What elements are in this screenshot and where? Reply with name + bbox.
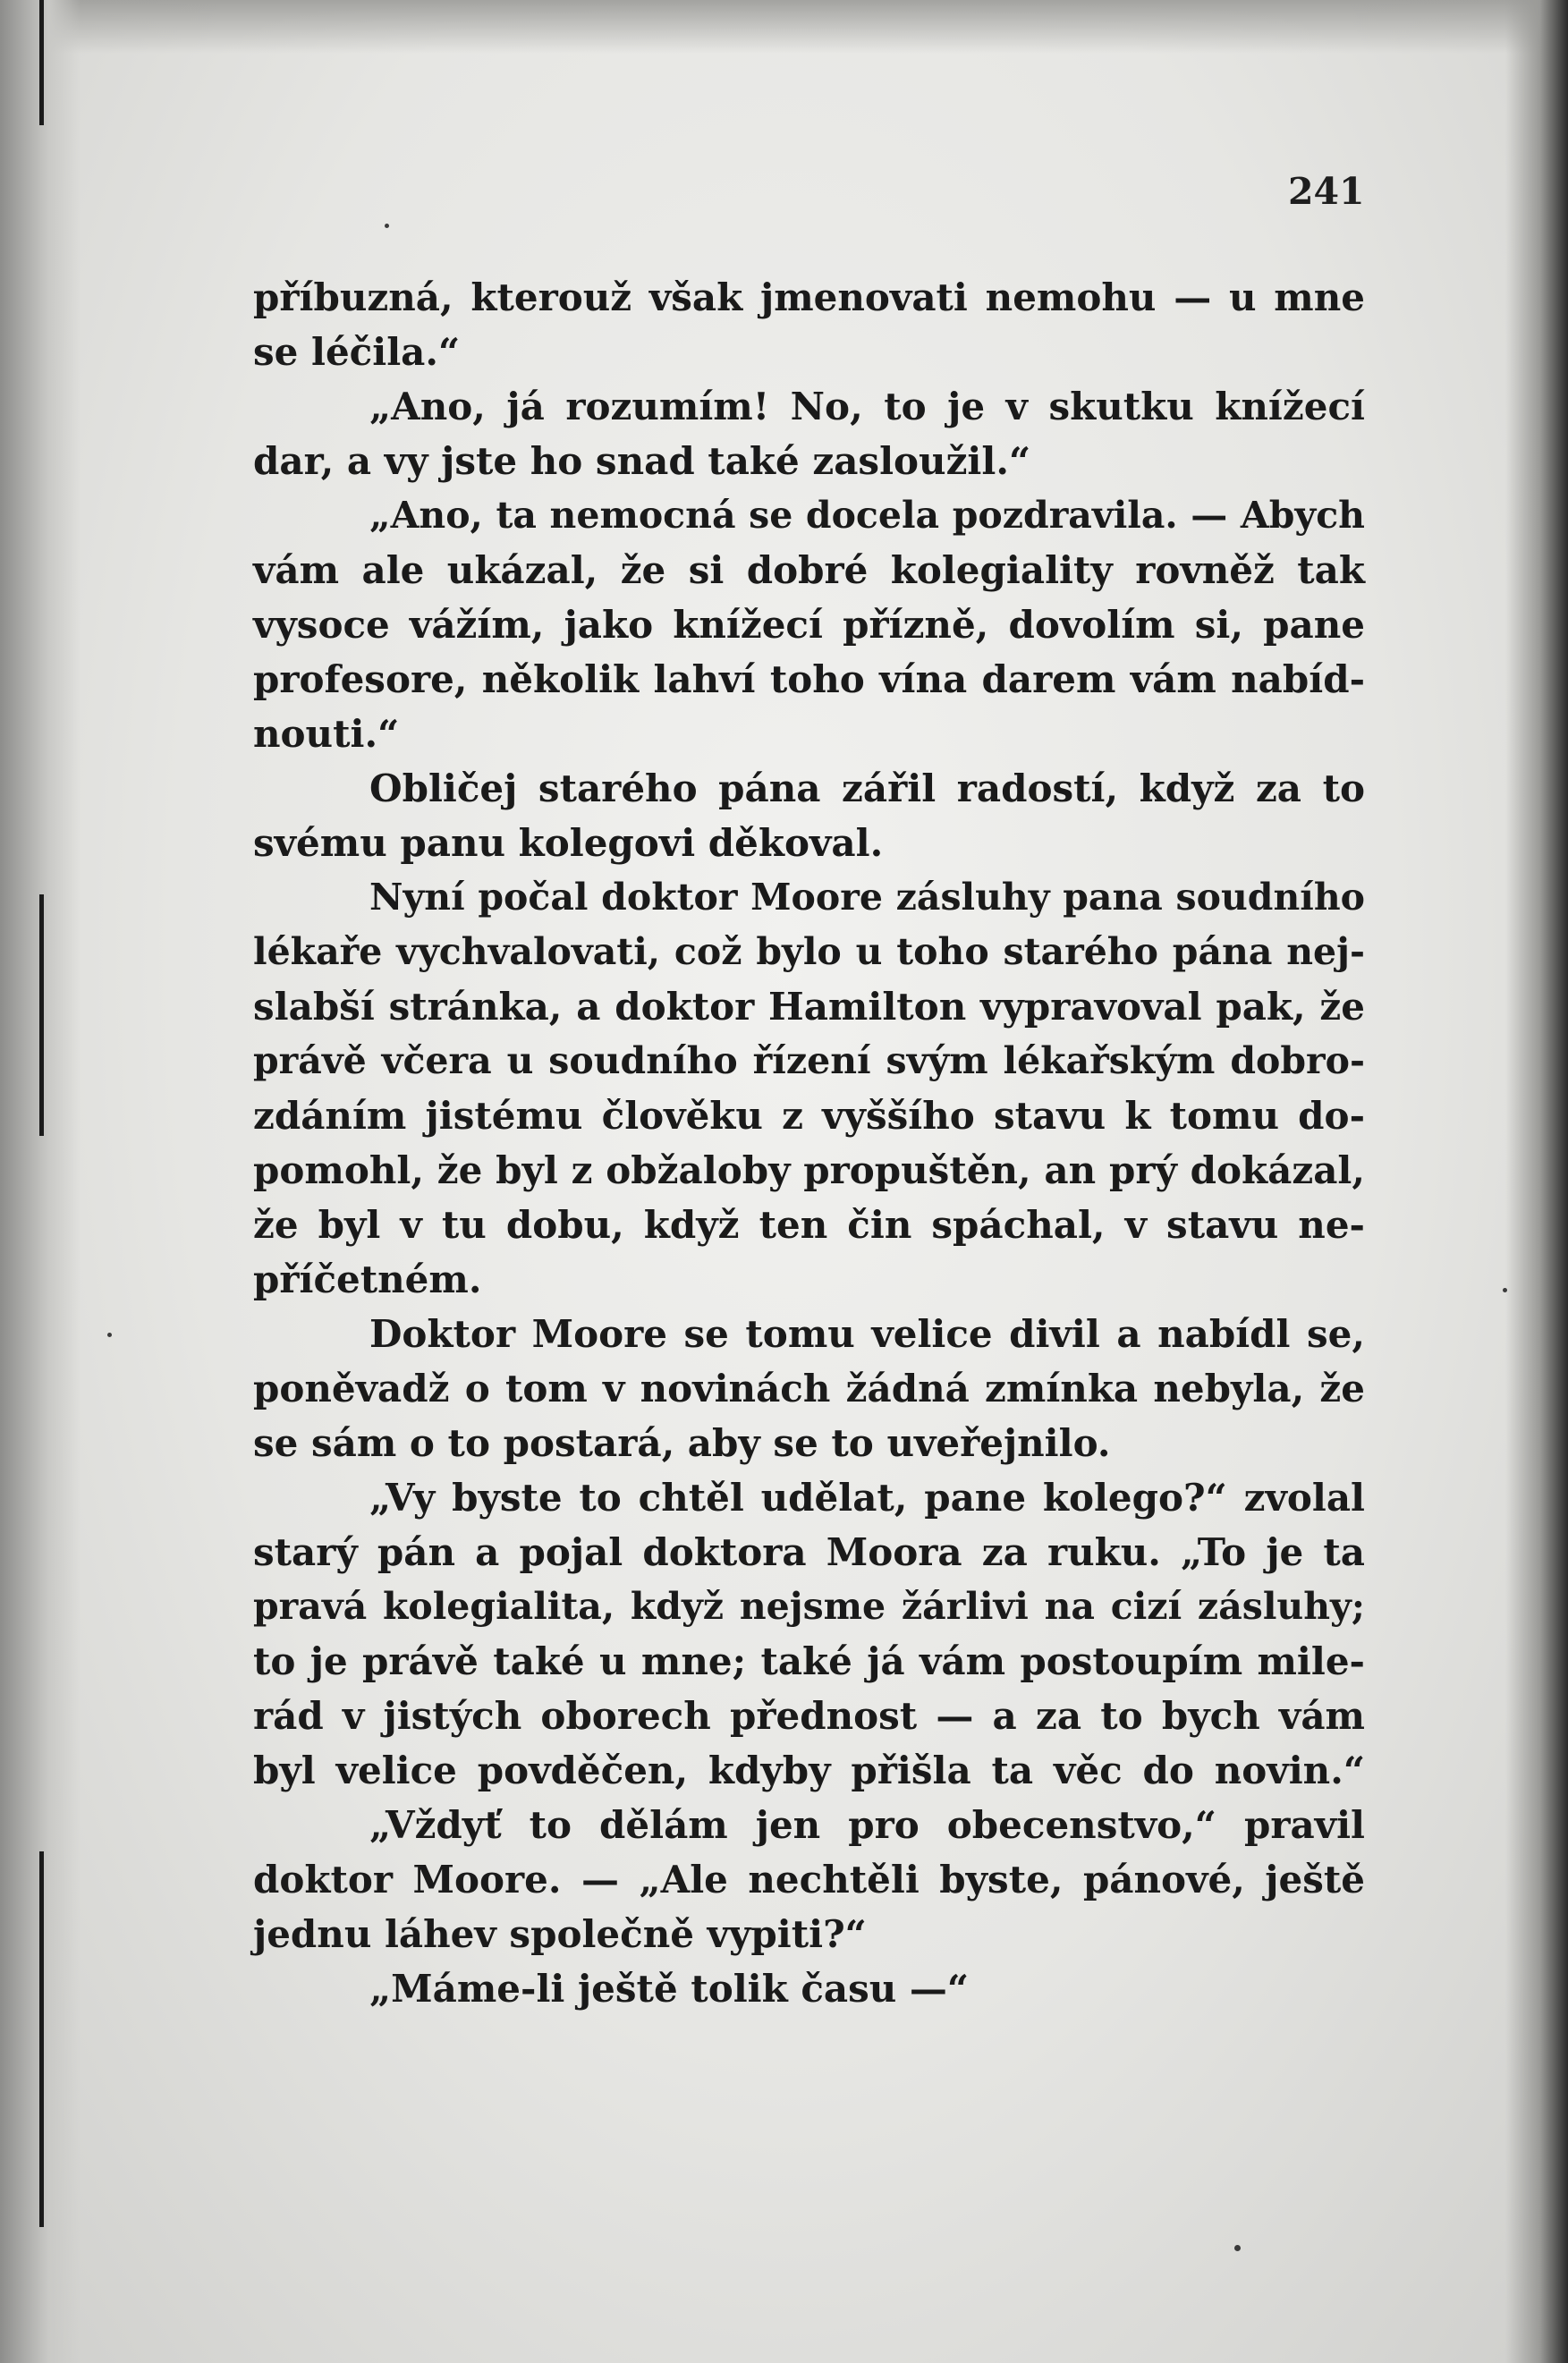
text-line: zdáním jistému člověku z vyššího stavu k tomu do- — [253, 1094, 1365, 1138]
text-line: doktor Moore. — „Ale nechtěli byste, pánové, ještě — [253, 1858, 1365, 1901]
text-line: starý pán a pojal doktora Moora za ruku. „To je ta — [253, 1530, 1365, 1574]
text-line: to je právě také u mne; také já vám postoupím mile- — [253, 1639, 1365, 1683]
text-line: Doktor Moore se tomu velice divil a nabídl se, — [369, 1312, 1365, 1356]
print-speck — [1234, 2245, 1241, 2251]
page-number: 241 — [1288, 170, 1365, 213]
text-line: Obličej starého pána zářil radostí, když za to — [369, 766, 1365, 810]
text-line: příbuzná, kterouž však jmenovati nemohu — u mne — [253, 275, 1365, 319]
body-text — [253, 270, 1365, 2016]
text-line: vám ale ukázal, že si dobré kolegiality rovněž tak — [253, 548, 1365, 592]
text-line: dar, a vy jste ho snad také zasloužil.“ — [253, 439, 1031, 483]
binding-line — [39, 1851, 44, 2227]
print-speck — [385, 224, 389, 228]
text-line: se léčila.“ — [253, 330, 461, 374]
text-line: nouti.“ — [253, 712, 400, 756]
text-line: pravá kolegialita, když nejsme žárlivi na cizí zásluhy; — [253, 1585, 1365, 1628]
text-line: „Vy byste to chtěl udělat, pane kolego?“ zvolal — [369, 1476, 1365, 1520]
text-line: svému panu kolegovi děkoval. — [253, 821, 884, 865]
text-line: se sám o to postará, aby se to uveřejnilo. — [253, 1421, 1111, 1465]
text-line: příčetném. — [253, 1258, 482, 1301]
text-line: byl velice povděčen, kdyby přišla ta věc do novin.“ — [253, 1749, 1365, 1792]
binding-line — [39, 894, 44, 1136]
binding-line — [39, 0, 44, 125]
page-right-edge — [1505, 0, 1568, 2363]
print-speck — [107, 1333, 112, 1337]
text-line: že byl v tu dobu, když ten čin spáchal, v stavu ne- — [253, 1203, 1365, 1247]
text-line: lékaře vychvalovati, což bylo u toho starého pána nej- — [253, 930, 1365, 973]
print-speck — [1503, 1288, 1507, 1292]
text-line: „Máme-li ještě tolik času —“ — [369, 1967, 970, 2011]
text-line: „Ano, ta nemocná se docela pozdravila. — Abych — [369, 494, 1365, 537]
page-top-shadow — [0, 0, 1568, 54]
text-line: „Ano, já rozumím! No, to je v skutku knížecí — [369, 385, 1365, 428]
text-line: slabší stránka, a doktor Hamilton vypravoval pak, že — [253, 985, 1365, 1029]
text-line: rád v jistých oborech přednost — a za to bych vám — [253, 1694, 1365, 1738]
text-line: „Vždyť to dělám jen pro obecenstvo,“ pravil — [369, 1803, 1365, 1847]
text-line: pomohl, že byl z obžaloby propuštěn, an prý dokázal, — [253, 1148, 1365, 1192]
text-line: vysoce vážím, jako knížecí přízně, dovolím si, pane — [253, 603, 1365, 647]
text-line: Nyní počal doktor Moore zásluhy pana soudního — [369, 876, 1365, 919]
text-line: jednu láhev společně vypiti?“ — [253, 1912, 867, 1956]
text-line: profesore, několik lahví toho vína darem vám nabíd- — [253, 657, 1365, 701]
text-line: právě včera u soudního řízení svým lékařským dobro- — [253, 1039, 1365, 1082]
text-line: poněvadž o tom v novinách žádná zmínka nebyla, že — [253, 1367, 1365, 1410]
